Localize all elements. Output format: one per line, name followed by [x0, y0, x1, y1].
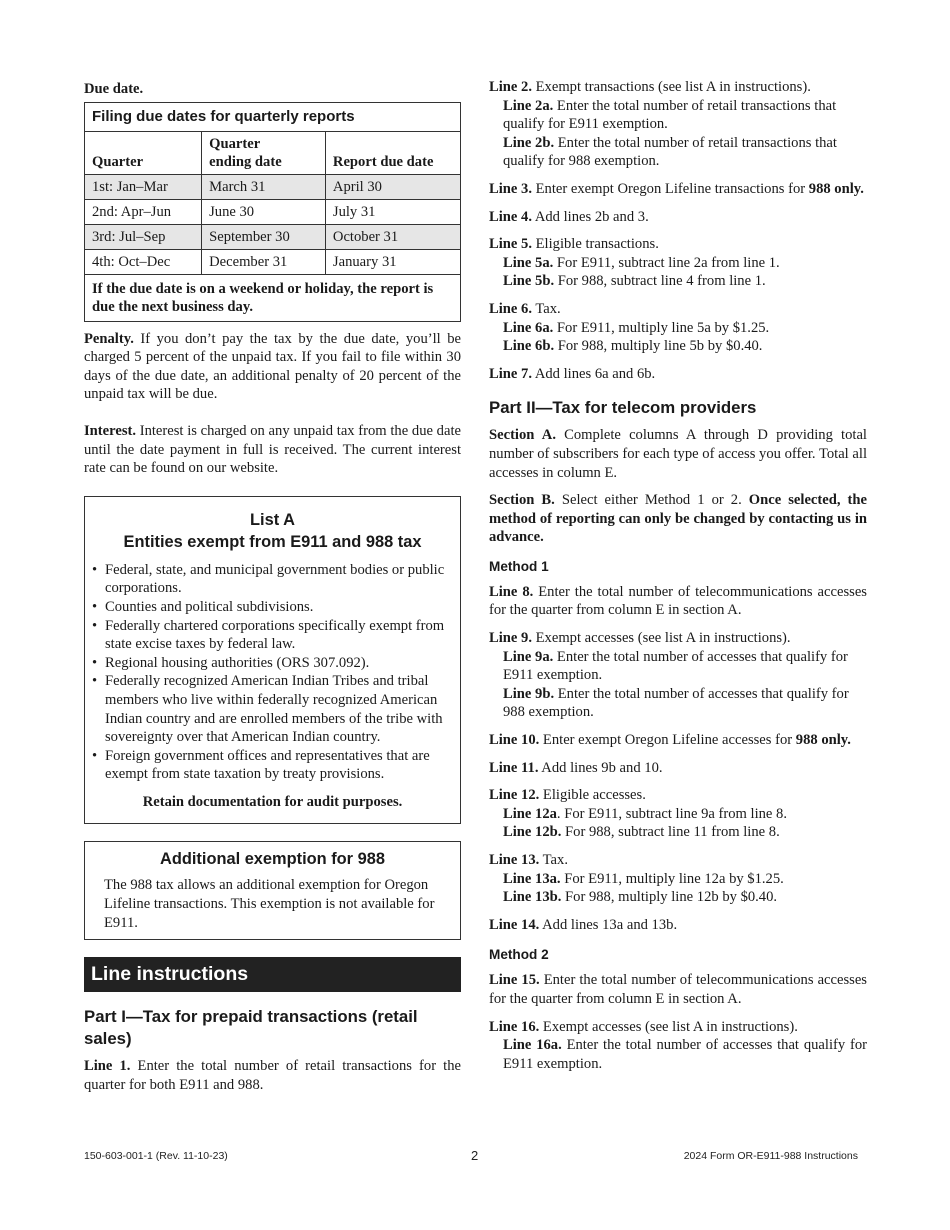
list-a-subtitle: Entities exempt from E911 and 988 tax	[123, 532, 422, 551]
cell-ending: December 31	[202, 249, 326, 274]
part2-title: Part II—Tax for telecom providers	[489, 398, 757, 418]
col-header-ending: Quarter ending date	[202, 131, 326, 174]
cell-ending: March 31	[202, 174, 326, 199]
method1-heading: Method 1	[489, 558, 549, 574]
line6b: Line 6b. For 988, multiply line 5b by $0.40.	[503, 338, 763, 355]
table-row	[85, 249, 461, 274]
line4: Line 4. Add lines 2b and 3.	[489, 208, 649, 225]
line9-block	[489, 629, 867, 722]
line16: Line 16. Exempt accesses (see list A in instructions).	[489, 1018, 798, 1035]
cell-ending: June 30	[202, 199, 326, 224]
list-item: • Foreign government offices and representatives that are exempt from state taxation by treaty provisions.	[92, 747, 452, 784]
list-a-title: List A	[250, 510, 295, 529]
line6a: Line 6a. For E911, multiply line 5a by $1.25.	[503, 319, 770, 336]
section-a: Section A. Complete columns A through D providing total number of subscribers for each type of access you offer. Total all accesses in column E.	[489, 427, 867, 481]
line2: Line 2. Exempt transactions (see list A in instructions).	[489, 79, 811, 95]
line12: Line 12. Eligible accesses.	[489, 787, 646, 804]
line11: Line 11. Add lines 9b and 10.	[489, 759, 663, 776]
due-date-table	[84, 102, 461, 322]
cell-quarter: 2nd: Apr–Jun	[85, 199, 202, 224]
footer-form-number: 150-603-001-1 (Rev. 11-10-23)	[84, 1150, 228, 1162]
cell-quarter: 4th: Oct–Dec	[85, 249, 202, 274]
line9a: Line 9a. Enter the total number of accesses that qualify for E911 exemption.	[503, 648, 848, 684]
list-a-items	[85, 561, 460, 784]
cell-due: April 30	[325, 174, 460, 199]
table-row	[85, 224, 461, 249]
list-item: • Regional housing authorities (ORS 307.092).	[92, 654, 452, 673]
line7: Line 7. Add lines 6a and 6b.	[489, 365, 656, 382]
cell-due: January 31	[325, 249, 460, 274]
method2-heading: Method 2	[489, 947, 549, 963]
right-column	[489, 78, 867, 1073]
line15: Line 15. Enter the total number of telecommunications accesses for the quarter from column E in section A.	[489, 972, 867, 1007]
additional-exemption-text: The 988 tax allows an additional exemption for Oregon Lifeline transactions. This exemption is not available for E911.	[104, 877, 435, 931]
col-header-due: Report due date	[325, 131, 460, 174]
line12-block	[489, 786, 867, 842]
interest-paragraph: Interest. Interest is charged on any unpaid tax from the due date until the date payment in full is received. The current interest rate can be found on our website.	[84, 422, 461, 477]
list-item: • Federally chartered corporations specifically exempt from state excise taxes by federal law.	[92, 617, 452, 654]
line9b: Line 9b. Enter the total number of accesses that qualify for 988 exemption.	[503, 685, 849, 721]
line1-paragraph: Line 1. Enter the total number of retail transactions for the quarter for both E911 and 988.	[84, 1058, 461, 1093]
line13: Line 13. Tax.	[489, 852, 568, 868]
line6: Line 6. Tax.	[489, 300, 561, 317]
line5-block	[489, 235, 867, 291]
table-row	[85, 174, 461, 199]
line2-block	[489, 78, 867, 171]
table-note: If the due date is on a weekend or holiday, the report is due the next business day.	[85, 274, 461, 321]
line2a: Line 2a. Enter the total number of retail transactions that qualify for E911 exemption.	[503, 97, 837, 133]
line13a: Line 13a. For E911, multiply line 12a by $1.25.	[503, 870, 784, 887]
line3: Line 3. Enter exempt Oregon Lifeline transactions for 988 only.	[489, 180, 864, 197]
line2b: Line 2b. Enter the total number of retail transactions that qualify for 988 exemption.	[503, 134, 837, 170]
cell-quarter: 1st: Jan–Mar	[85, 174, 202, 199]
due-date-heading: Due date.	[84, 81, 144, 97]
left-column	[84, 78, 461, 1094]
table-row	[85, 199, 461, 224]
cell-ending: September 30	[202, 224, 326, 249]
col-header-quarter: Quarter	[85, 131, 202, 174]
footer-form-title: 2024 Form OR-E911-988 Instructions	[683, 1150, 858, 1162]
line6-block	[489, 300, 867, 356]
cell-due: October 31	[325, 224, 460, 249]
penalty-paragraph: Penalty. If you don’t pay the tax by the due date, you’ll be charged 5 percent of the unpaid tax. If you fail to file within 30 days of the due date, an additional penalty of 20 percent of the unpaid tax will be due.	[84, 330, 461, 403]
footer-page-number: 2	[471, 1148, 479, 1163]
line10: Line 10. Enter exempt Oregon Lifeline accesses for 988 only.	[489, 732, 851, 749]
cell-quarter: 3rd: Jul–Sep	[85, 224, 202, 249]
line14: Line 14. Add lines 13a and 13b.	[489, 916, 678, 933]
line13b: Line 13b. For 988, multiply line 12b by $0.40.	[503, 889, 778, 906]
part1-title: Part I—Tax for prepaid transactions (retail sales)	[84, 1007, 418, 1049]
line5a: Line 5a. For E911, subtract line 2a from line 1.	[503, 254, 780, 271]
list-item: • Counties and political subdivisions.	[92, 598, 452, 617]
line12b: Line 12b. For 988, subtract line 11 from line 8.	[503, 824, 780, 841]
line16-block	[489, 1018, 867, 1074]
line8: Line 8. Enter the total number of telecommunications accesses for the quarter from column E in section A.	[489, 583, 867, 619]
list-item: • Federally recognized American Indian Tribes and tribal members who live within federally recognized American Indian country and are enrolled members of the tribe with sovereignty over that American Indian country.	[92, 672, 452, 746]
retain-note: Retain documentation for audit purposes.	[142, 793, 403, 810]
table-title: Filing due dates for quarterly reports	[85, 102, 461, 131]
section-b: Section B. Select either Method 1 or 2. Once selected, the method of reporting can only be changed by contacting us in advance.	[489, 492, 868, 546]
line5: Line 5. Eligible transactions.	[489, 236, 659, 253]
additional-exemption-title: Additional exemption for 988	[160, 850, 385, 869]
table-header-row	[85, 131, 461, 174]
line12a: Line 12a. For E911, subtract line 9a from line 8.	[503, 805, 787, 822]
additional-exemption-box	[84, 841, 461, 940]
line9: Line 9. Exempt accesses (see list A in instructions).	[489, 630, 791, 647]
line5b: Line 5b. For 988, subtract line 4 from line 1.	[503, 273, 766, 290]
line16a: Line 16a. Enter the total number of accesses that qualify for E911 exemption.	[503, 1037, 868, 1072]
cell-due: July 31	[325, 199, 460, 224]
list-a-box	[84, 496, 461, 825]
line-instructions-bar: Line instructions	[84, 957, 461, 992]
line13-block	[489, 851, 867, 907]
list-item: • Federal, state, and municipal government bodies or public corporations.	[92, 561, 452, 598]
